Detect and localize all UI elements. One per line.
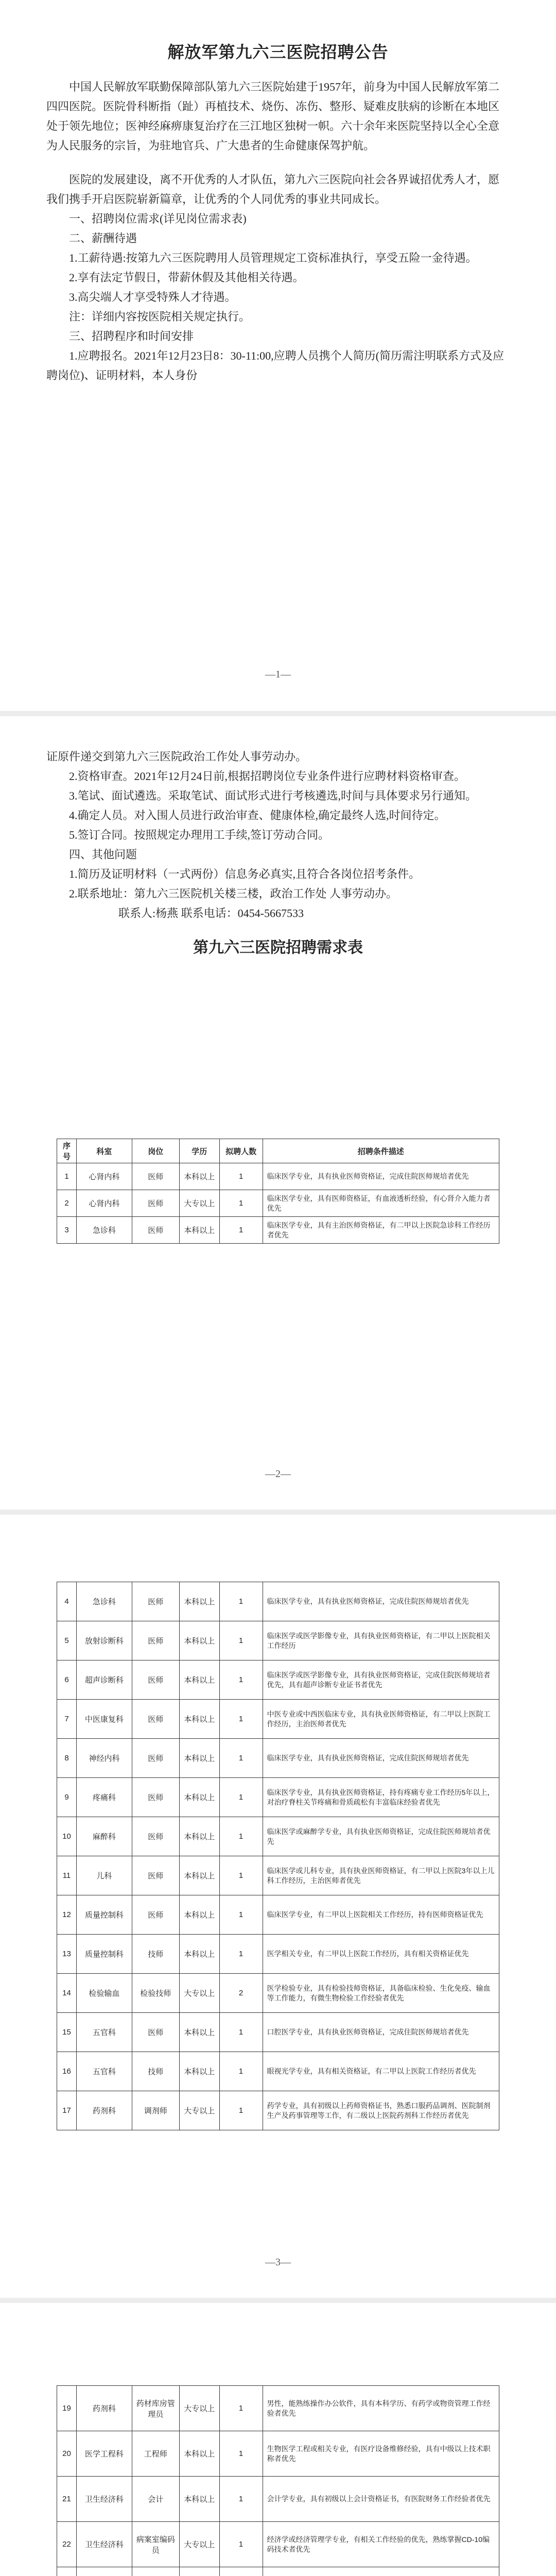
cell-dept: 医学工程科 (76, 2431, 132, 2477)
table-row (57, 2091, 499, 2130)
cell-edu: 大专以上 (179, 2522, 219, 2567)
page-2 (0, 716, 556, 1510)
cell-edu: 本科以上 (179, 1700, 219, 1739)
cell-edu: 本科以上 (179, 1778, 219, 1817)
cell-post: 病案室编码员 (132, 2522, 179, 2567)
announcement-title: 解放军第九六三医院招聘公告 (167, 43, 389, 61)
cell-dept: 卫生经济科 (76, 2522, 132, 2567)
item-line: 2.享有法定节假日，带薪休假及其他相关待遇。 (69, 271, 304, 284)
item-line: 1.简历及证明材料（一式两份）信息务必真实,且符合各岗位招考条件。 (69, 868, 421, 880)
cell-cond: 临床医学或医学影像专业，具有执业医师资格证，完成住院医师规培者优先，具有超声诊断专业证书者优先 (263, 1660, 499, 1700)
cell-count: 1 (219, 1582, 263, 1621)
cell-dept: 超声诊断科 (76, 1660, 132, 1700)
cell-count: 1 (219, 1660, 263, 1700)
cell-edu: 本科以上 (179, 2431, 219, 2477)
cell-no: 16 (57, 2052, 77, 2091)
table-header-row (57, 1139, 499, 1163)
table-row (57, 1739, 499, 1778)
cell-no: 14 (57, 1974, 77, 2013)
cell-count: 1 (219, 1856, 263, 1895)
cell-cond: 中医专业或中西医临床专业，具有执业医师资格证，有二甲以上医院工作经历，主治医师者优先 (263, 1700, 499, 1739)
cell-cond: 医学检验专业，具有检验技师资格证，具备临床检验、生化免疫、输血等工作能力，有微生物检验工作经验者优先 (263, 1974, 499, 2013)
cell-cond: 临床医学专业，具有主治医师资格证，有二甲以上医院急诊科工作经历者优先 (263, 1217, 499, 1244)
cell-cond: 生物医学工程或相关专业，有医疗设备维修经验，具有中级以上技术职称者优先 (263, 2431, 499, 2477)
cell-count: 1 (219, 1621, 263, 1660)
intro-paragraph: 中国人民解放军联勤保障部队第九六三医院始建于1957年，前身为中国人民解放军第二四四医院。医院骨科断指（趾）再植技术、烧伤、冻伤、整形、疑难皮肤病的诊断在本地区处于领先地位；医神经麻痹康复治疗在三江地区独树一帜。六十余年来医院坚持以全心全意为人民服务的宗旨，为驻地官兵、广大患者的生命健康保驾护航。 (46, 80, 500, 152)
table-row (57, 1621, 499, 1660)
table-row (57, 1217, 499, 1244)
cell-count: 2 (219, 1974, 263, 2013)
table-row (57, 2431, 499, 2477)
cell-cond: 临床医学专业，具有执业医师资格证，完成住院医师规培者优先 (263, 1739, 499, 1778)
item-line: 2.资格审查。2021年12月24日前,根据招聘岗位专业条件进行应聘材料资格审查。 (69, 770, 466, 783)
cell-edu: 本科以上 (179, 1739, 219, 1778)
cell-cond: 医学相关专业，有二甲以上医院工作经历，具有相关资格证优先 (263, 1935, 499, 1974)
table-row (57, 1582, 499, 1621)
cell-count: 1 (219, 1700, 263, 1739)
cell-dept: 麻醉科 (76, 1817, 132, 1856)
cell-post: 医师 (132, 1660, 179, 1700)
col-header: 拟聘人数 (219, 1139, 263, 1163)
cell-cond: 临床医学或医学影像专业，具有执业医师资格证，有二甲以上医院相关工作经历 (263, 1621, 499, 1660)
item-line: 3.笔试、面试遴选。采取笔试、面试形式进行考核遴选,时间与具体要求另行通知。 (69, 789, 477, 802)
item-line: 4.确定人员。对入围人员进行政治审查、健康体检,确定最终人选,时间待定。 (69, 809, 446, 822)
table-row (57, 1660, 499, 1700)
cell-no: 2 (57, 1190, 77, 1217)
cell-post: 医师 (132, 2013, 179, 2052)
col-header: 科室 (76, 1139, 132, 1163)
page-number: —2— (265, 1468, 291, 1480)
table-row (57, 2522, 499, 2567)
cell-edu: 本科以上 (179, 2013, 219, 2052)
cell-edu: 本科以上 (179, 1856, 219, 1895)
cell-dept: 质量控制科 (76, 1895, 132, 1935)
cell-count: 1 (219, 1935, 263, 1974)
cell-post: 医师 (132, 1163, 179, 1190)
cell-no: 20 (57, 2431, 77, 2477)
cell-post: 会计 (132, 2477, 179, 2522)
cell-no: 1 (57, 1163, 77, 1190)
cell-cond: 临床医学专业，具有执业医师资格证，完成住院医师规培者优先 (263, 1163, 499, 1190)
recruit-table-2 (57, 1582, 499, 2130)
recruit-table-1 (57, 1139, 499, 1244)
cell-edu: 大专以上 (179, 2386, 219, 2431)
item-line: 1.应聘报名。2021年12月23日8：30-11:00,应聘人员携个人简历(简历需注明联系方式及应聘岗位)、证明材料，本人身份 (46, 349, 504, 382)
table-row (57, 1895, 499, 1935)
cell-dept: 卫生经济科 (76, 2477, 132, 2522)
cell-no: 5 (57, 1621, 77, 1660)
table-row (57, 1856, 499, 1895)
cell-no: 11 (57, 1856, 77, 1895)
cell-dept: 中医康复科 (76, 1700, 132, 1739)
cell-post: 医师 (132, 1621, 179, 1660)
intro-paragraph-2: 医院的发展建设，离不开优秀的人才队伍，第九六三医院向社会各界诚招优秀人才，愿我们携手开启医院崭新篇章，让优秀的个人同优秀的事业共同成长。 (46, 173, 500, 206)
contact-line: 联系人:杨燕 联系电话：0454-5667533 (118, 907, 304, 920)
cell-count: 1 (219, 1778, 263, 1817)
cell-edu: 本科以上 (179, 1935, 219, 1974)
cell-cond: 会计学专业，具有初级以上会计资格证书，有医院财务工作经验者优先 (263, 2477, 499, 2522)
table-row (57, 1778, 499, 1817)
cell-dept: 五官科 (76, 2013, 132, 2052)
cell-cond: 口腔医学专业，具有执业医师资格证，完成住院医师规培者优先 (263, 2013, 499, 2052)
cell-cond: 临床医学专业，具有医师资格证，有血液透析经验，有心肾介入能力者优先 (263, 1190, 499, 1217)
cell-dept: 急诊科 (76, 1582, 132, 1621)
cell-dept: 五官科 (76, 2052, 132, 2091)
cell-dept: 药剂科 (76, 2091, 132, 2130)
cell-edu: 大专以上 (179, 1974, 219, 2013)
table-row (57, 2567, 499, 2576)
cell-count: 1 (219, 2052, 263, 2091)
cell-post: 医师 (132, 1217, 179, 1244)
cell-count: 1 (219, 2013, 263, 2052)
table-row (57, 1935, 499, 1974)
cell-post: 检验技师 (132, 1974, 179, 2013)
cell-count: 1 (219, 1217, 263, 1244)
cell-post: 技师 (132, 1935, 179, 1974)
cell-cond: 临床医学专业，具有执业医师资格证，完成住院医师规培者优先 (263, 1582, 499, 1621)
cell-cond: 临床医学或麻醉学专业，具有执业医师资格证，完成住院医师规培者优先 (263, 1817, 499, 1856)
page-number: —1— (265, 669, 291, 680)
cell-dept: 药剂科 (76, 2386, 132, 2431)
cell-edu: 本科以上 (179, 1817, 219, 1856)
page-3 (0, 1515, 556, 2298)
item-line: 证原件递交到第九六三医院政治工作处人事劳动办。 (46, 750, 307, 763)
cell-count: 1 (219, 2386, 263, 2431)
table-row (57, 2052, 499, 2091)
cell-post: 医师 (132, 1190, 179, 1217)
col-header: 招聘条件描述 (263, 1139, 499, 1163)
cell-count: 1 (219, 1895, 263, 1935)
col-header: 岗位 (132, 1139, 179, 1163)
col-header: 学历 (179, 1139, 219, 1163)
cell-count: 1 (219, 2091, 263, 2130)
cell-post: 工程师 (132, 2431, 179, 2477)
cell-cond: 经济学或经济管理学专业，有相关工作经验的优先，熟练掌握CD-10编码技术者优先 (263, 2522, 499, 2567)
item-line: 一、招聘岗位需求(详见岗位需求表) (69, 212, 247, 225)
cell-no: 4 (57, 1582, 77, 1621)
table-row (57, 1974, 499, 2013)
cell-cond: 临床医学或儿科专业，具有执业医师资格证，有二甲以上医院3年以上儿科工作经历，主治医师者优先 (263, 1856, 499, 1895)
cell-edu: 本科以上 (179, 2052, 219, 2091)
cell-no: 12 (57, 1895, 77, 1935)
cell-no: 10 (57, 1817, 77, 1856)
cell-count: 1 (219, 1163, 263, 1190)
cell-post: 技师 (132, 2052, 179, 2091)
item-line: 2.联系地址：第九六三医院机关楼三楼，政治工作处 人事劳动办。 (69, 887, 398, 900)
table-row (57, 1190, 499, 1217)
cell-no: 8 (57, 1739, 77, 1778)
recruit-table-3 (57, 2385, 499, 2576)
item-line: 1.工薪待遇:按第九六三医院聘用人员管理规定工资标准执行，享受五险一金待遇。 (69, 251, 477, 264)
cell-edu: 本科以上 (179, 1895, 219, 1935)
item-line: 二、薪酬待遇 (69, 232, 137, 245)
table-row (57, 1817, 499, 1856)
cell-cond: 临床医学专业，有二甲以上医院相关工作经历，持有医师资格证优先 (263, 1895, 499, 1935)
cell-count: 1 (219, 2477, 263, 2522)
cell-no: 3 (57, 1217, 77, 1244)
cell-edu: 本科以上 (179, 1163, 219, 1190)
table-title: 第九六三医院招聘需求表 (193, 939, 363, 956)
cell-no (57, 2567, 77, 2576)
cell-dept: 检验输血 (76, 1974, 132, 2013)
cell-post: 医师 (132, 1739, 179, 1778)
page-1 (0, 0, 556, 711)
table-row (57, 2013, 499, 2052)
cell-dept: 急诊科 (76, 1217, 132, 1244)
cell-cond: 临床医学专业，具有执业医师资格证，持有疼痛专业工作经历5年以上，对治疗脊柱关节疼痛和骨质疏松有丰富临床经验者优先 (263, 1778, 499, 1817)
item-line: 注：详细内容按医院相关规定执行。 (69, 310, 251, 323)
cell-count: 1 (219, 1817, 263, 1856)
cell-cond: 药学专业，具有初级以上药师资格证书，熟悉口服药品调剂、医院制剂生产及药事管理等工作，有二级以上医院药剂科工作经历者优先 (263, 2091, 499, 2130)
cell-count: 1 (219, 2431, 263, 2477)
cell-dept: 心肾内科 (76, 1190, 132, 1217)
cell-dept: 神经内科 (76, 1739, 132, 1778)
cell-count (219, 2567, 263, 2576)
item-line: 三、招聘程序和时间安排 (69, 330, 194, 343)
cell-no: 9 (57, 1778, 77, 1817)
cell-edu: 大专以上 (179, 2091, 219, 2130)
cell-no: 6 (57, 1660, 77, 1700)
cell-post: 调剂师 (132, 2091, 179, 2130)
cell-dept: 心肾内科 (76, 1163, 132, 1190)
cell-no: 17 (57, 2091, 77, 2130)
cell-count: 1 (219, 1190, 263, 1217)
cell-post: 医师 (132, 1778, 179, 1817)
cell-no: 13 (57, 1935, 77, 1974)
cell-post: 医师 (132, 1700, 179, 1739)
cell-edu: 大专以上 (179, 1190, 219, 1217)
cell-edu: 本科以上 (179, 2477, 219, 2522)
item-line: 5.签订合同。按照规定办理用工手续,签订劳动合同。 (69, 828, 330, 841)
cell-edu: 本科以上 (179, 1621, 219, 1660)
col-header: 序号 (57, 1139, 77, 1163)
cell-post: 药材库房管理员 (132, 2386, 179, 2431)
cell-no: 7 (57, 1700, 77, 1739)
cell-edu: 本科以上 (179, 1217, 219, 1244)
cell-cond: 男性，能熟练操作办公软件，具有本科学历、有药学或物资管理工作经验者优先 (263, 2386, 499, 2431)
table-row (57, 1163, 499, 1190)
cell-post: 医师 (132, 1582, 179, 1621)
cell-count: 1 (219, 2522, 263, 2567)
cell-no: 15 (57, 2013, 77, 2052)
cell-post (132, 2567, 179, 2576)
cell-cond (263, 2567, 499, 2576)
item-line: 四、其他问题 (69, 848, 137, 861)
cell-no: 21 (57, 2477, 77, 2522)
cell-post: 医师 (132, 1856, 179, 1895)
cell-cond: 眼视光学专业，具有相关资格证，有二甲以上医院工作经历者优先 (263, 2052, 499, 2091)
cell-edu (179, 2567, 219, 2576)
item-line: 3.高尖端人才享受特殊人才待遇。 (69, 291, 236, 303)
cell-dept: 放射诊断科 (76, 1621, 132, 1660)
cell-post: 医师 (132, 1895, 179, 1935)
page-4 (0, 2303, 556, 2576)
cell-dept (76, 2567, 132, 2576)
cell-no: 22 (57, 2522, 77, 2567)
cell-post: 医师 (132, 1817, 179, 1856)
cell-edu: 本科以上 (179, 1660, 219, 1700)
cell-dept: 质量控制科 (76, 1935, 132, 1974)
table-row (57, 2477, 499, 2522)
page-number: —3— (265, 2257, 291, 2268)
table-row (57, 2386, 499, 2431)
cell-edu: 本科以上 (179, 1582, 219, 1621)
cell-dept: 儿科 (76, 1856, 132, 1895)
table-row (57, 1700, 499, 1739)
cell-dept: 疼痛科 (76, 1778, 132, 1817)
cell-count: 1 (219, 1739, 263, 1778)
cell-no: 19 (57, 2386, 77, 2431)
